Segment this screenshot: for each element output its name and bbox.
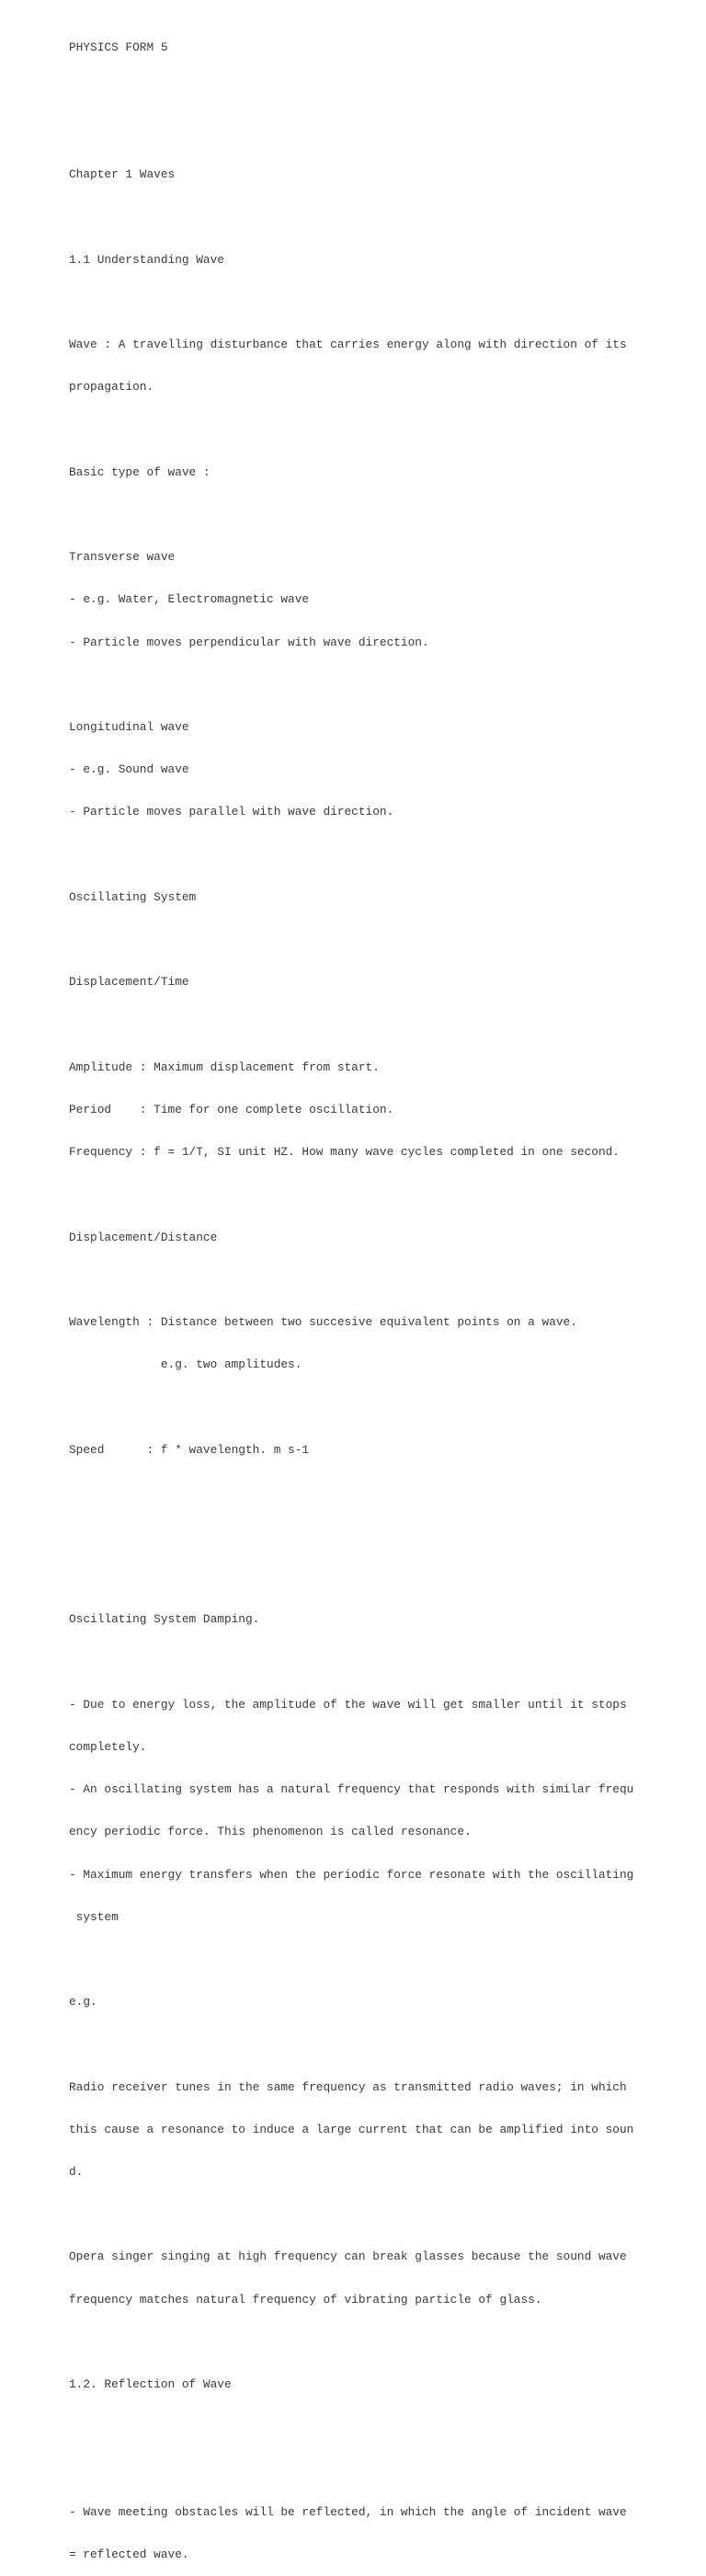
text-line: Radio receiver tunes in the same frequency as transmitted radio waves; in which [69, 2079, 627, 2094]
text-line: ency periodic force. This phenomenon is called resonance. [69, 1825, 472, 1839]
blank-line [69, 1528, 630, 1541]
section-heading: 1.2. Reflection of Wave [69, 2376, 232, 2391]
text-line: Wave : A travelling disturbance that carries energy along with direction of its [69, 338, 627, 352]
blank-line [69, 1273, 630, 1287]
blank-line [69, 1485, 630, 1499]
blank-line [69, 2335, 630, 2349]
blank-line [69, 1400, 630, 1414]
text-line: - Maximum energy transfers when the periodic force resonate with the oscillating [69, 1867, 634, 1882]
blank-line [69, 83, 630, 97]
text-line: - Particle moves perpendicular with wave direction. [69, 635, 429, 649]
text-line: - Due to energy loss, the amplitude of the wave will get smaller until it stops [69, 1697, 627, 1712]
blank-line [69, 211, 630, 224]
text-line: propagation. [69, 380, 154, 395]
text-line: - e.g. Water, Electromagnetic wave [69, 592, 310, 607]
text-line: e.g. two amplitudes. [69, 1357, 302, 1372]
blank-line [69, 508, 630, 521]
text-line: - Particle moves parallel with wave direction. [69, 805, 394, 819]
text-line: Frequency : f = 1/T, SI unit HZ. How many wave cycles completed in one second. [69, 1145, 620, 1160]
text-line: system [69, 1909, 119, 1924]
blank-line [69, 295, 630, 309]
blank-line [69, 2420, 630, 2433]
text-line: Wavelength : Distance between two succesive equivalent points on a wave. [69, 1314, 577, 1329]
text-line: Oscillating System [69, 889, 197, 904]
text-line: Longitudinal wave [69, 720, 189, 735]
text-line: frequency matches natural frequency of vibrating particle of glass. [69, 2292, 542, 2307]
document-page [69, 12, 634, 2576]
text-line: Basic type of wave : [69, 464, 211, 479]
text-line: d. [69, 2164, 84, 2179]
text-line: - Wave meeting obstacles will be reflected, in which the angle of incident wave [69, 2504, 627, 2519]
blank-line [69, 2207, 630, 2221]
blank-line [69, 933, 630, 946]
blank-line [69, 423, 630, 437]
blank-line [69, 1187, 630, 1201]
document-title: PHYSICS FORM 5 [69, 40, 168, 54]
text-line: this cause a resonance to induce a large current that can be amplified into soun [69, 2122, 634, 2136]
blank-line [69, 2037, 630, 2051]
blank-line [69, 125, 630, 139]
section-heading: 1.1 Understanding Wave [69, 252, 224, 267]
text-line: Displacement/Distance [69, 1230, 218, 1244]
blank-line [69, 2462, 630, 2476]
blank-line [69, 678, 630, 692]
blank-line [69, 1952, 630, 1966]
blank-line [69, 1655, 630, 1669]
text-line: Displacement/Time [69, 975, 189, 990]
text-line: = reflected wave. [69, 2547, 189, 2561]
text-line: Period : Time for one complete oscillation. [69, 1102, 394, 1116]
text-line: completely. [69, 1739, 147, 1754]
text-line: Opera singer singing at high frequency can break glasses because the sound wave [69, 2250, 627, 2264]
chapter-heading: Chapter 1 Waves [69, 167, 176, 182]
text-line: - An oscillating system has a natural frequency that responds with similar frequ [69, 1782, 634, 1797]
text-line: - e.g. Sound wave [69, 762, 189, 777]
text-line: Oscillating System Damping. [69, 1612, 260, 1627]
blank-line [69, 1570, 630, 1584]
blank-line [69, 848, 630, 862]
text-line: Amplitude : Maximum displacement from start. [69, 1059, 380, 1074]
blank-line [69, 1017, 630, 1031]
text-line: e.g. [69, 1995, 97, 2009]
text-line: Transverse wave [69, 550, 176, 565]
text-line: Speed : f * wavelength. m s-1 [69, 1442, 310, 1457]
